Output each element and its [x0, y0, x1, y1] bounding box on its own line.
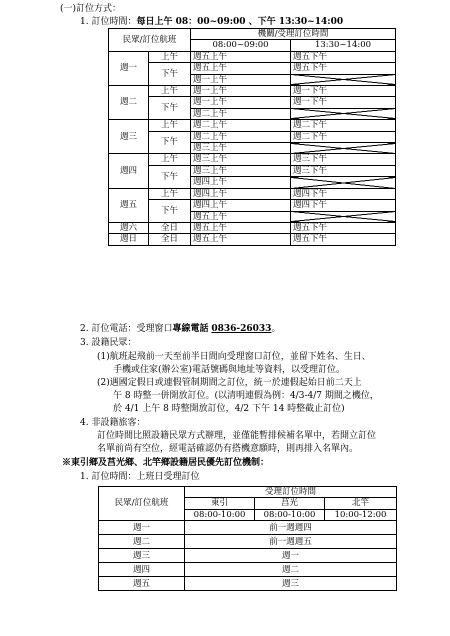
- am-slot: 週五上午: [191, 63, 291, 74]
- table-row: [109, 120, 396, 131]
- day-label: 週三: [99, 549, 185, 563]
- am-slot: 週二上午: [191, 131, 291, 142]
- day-label: 週一: [109, 51, 149, 85]
- am-slot: 週五上午: [191, 222, 291, 233]
- island-header: 莒光: [255, 498, 325, 509]
- closed-slot: [291, 108, 396, 119]
- day-label: 週四: [99, 563, 185, 577]
- am-slot: 週三上午: [191, 154, 291, 165]
- table-row: [109, 234, 396, 245]
- nonresidents-title: 4. 非設籍旅客：: [80, 418, 146, 428]
- table-row: [99, 521, 397, 535]
- booking-schedule-table: [108, 28, 396, 246]
- table-row: [99, 577, 397, 591]
- special-item1: 1. 訂位時間：上班日受理訂位: [80, 472, 200, 482]
- booking-day: 前一週週四: [185, 521, 397, 535]
- closed-slot: [291, 177, 396, 188]
- island-time: 08:00-10:00: [185, 509, 255, 520]
- booking-time-value: 每日上午 08：00~09:00 、下午 13:30~14:00: [136, 17, 344, 27]
- pm-slot: 週四下午: [291, 188, 396, 199]
- table-row: [109, 86, 396, 97]
- am-slot: 週四上午: [191, 188, 291, 199]
- day-label: 週六: [109, 222, 149, 233]
- period-label: 上午: [149, 154, 191, 165]
- day-label: 週五: [99, 577, 185, 591]
- period-label: 上午: [149, 86, 191, 97]
- closed-slot: [291, 211, 396, 222]
- residents-p2b: 午 8 時整一併開放訂位。(以清明連假為例：4/3-4/7 期間之機位，: [113, 391, 379, 401]
- booking-day: 前一週週五: [185, 535, 397, 549]
- day-label: 週二: [109, 86, 149, 120]
- day-label: 週四: [109, 154, 149, 188]
- table-row: [99, 549, 397, 563]
- table-row: [109, 188, 396, 199]
- am-slot: 週二上午: [191, 120, 291, 131]
- residents-p1b: 手機或住家(辦公室)電話號碼與地址等資料，以受理訂位。: [113, 365, 346, 375]
- island-time: 10:00-12:00: [325, 509, 397, 520]
- pm-slot: 週一下午: [291, 86, 396, 97]
- period-label: 全日: [149, 234, 191, 245]
- header-group: 受理訂位時間: [185, 487, 397, 498]
- closed-slot: [291, 143, 396, 154]
- phone-line: [80, 324, 280, 335]
- header-pm: 13:30~14:00: [291, 40, 396, 51]
- island-header: 北竿: [325, 498, 397, 509]
- pm-slot: 週四下午: [291, 200, 396, 211]
- day-label: 週一: [99, 521, 185, 535]
- day-label: 週五: [109, 188, 149, 222]
- closed-slot: [291, 74, 396, 85]
- period-label: 下午: [149, 131, 191, 154]
- am-slot: 週四上午: [191, 200, 291, 211]
- header-left: 民眾/訂位航班: [109, 29, 191, 52]
- special-heading: ※東引鄉及莒光鄉、北竿鄉設籍居民優先訂位機制：: [62, 458, 270, 468]
- am-slot: 週五上午: [191, 51, 291, 62]
- day-label: 週日: [109, 234, 149, 245]
- phone-prefix: 2. 訂位電話：受理窗口: [80, 324, 173, 334]
- table-row: [99, 563, 397, 577]
- booking-day: 週一: [185, 549, 397, 563]
- period-label: 上午: [149, 120, 191, 131]
- day-label: 週三: [109, 120, 149, 154]
- am-slot: 週一上午: [191, 86, 291, 97]
- am-slot: 週三上午: [191, 143, 291, 154]
- am-slot: 週一上午: [191, 97, 291, 108]
- table-row: [109, 51, 396, 62]
- table-row: [109, 97, 396, 108]
- period-label: 上午: [149, 188, 191, 199]
- am-slot: 週三上午: [191, 165, 291, 176]
- residents-p2c: 於 4/1 上午 8 時整開放訂位，4/2 下午 14 時整截止訂位): [113, 404, 345, 414]
- period-label: 全日: [149, 222, 191, 233]
- pm-slot: 週二下午: [291, 120, 396, 131]
- period-label: 上午: [149, 51, 191, 62]
- table-row: [109, 165, 396, 176]
- period-label: 下午: [149, 200, 191, 223]
- table-row: [109, 222, 396, 233]
- pm-slot: 週五下午: [291, 234, 396, 245]
- header-left: 民眾/訂位航班: [99, 487, 185, 521]
- table-row: [99, 535, 397, 549]
- am-slot: 週一上午: [191, 74, 291, 85]
- period-label: 下午: [149, 63, 191, 86]
- island-time: 08:00-10:00: [255, 509, 325, 520]
- table-row: [109, 154, 396, 165]
- nonresidents-p1: 訂位時間比照設籍民眾方式辦理，並僅能暫排候補名單中，若開立訂位: [97, 431, 377, 441]
- pm-slot: 週二下午: [291, 131, 396, 142]
- period-label: 下午: [149, 165, 191, 188]
- residents-p2a: (2)遇國定假日或連假管制期間之訂位，統一於連假起始日前二天上: [97, 378, 362, 388]
- am-slot: 週二上午: [191, 108, 291, 119]
- table-row: [109, 200, 396, 211]
- booking-day: 週三: [185, 577, 397, 591]
- table-row: [109, 63, 396, 74]
- day-label: 週二: [99, 535, 185, 549]
- priority-booking-table: [98, 486, 397, 591]
- booking-time-line: [80, 17, 343, 28]
- period-label: 下午: [149, 97, 191, 120]
- header-am: 08:00~09:00: [191, 40, 291, 51]
- booking-day: 週二: [185, 563, 397, 577]
- pm-slot: 週五下午: [291, 63, 396, 74]
- booking-time-prefix: 1. 訂位時間：: [80, 17, 137, 27]
- phone-label: 專線電話: [172, 324, 209, 334]
- pm-slot: 週一下午: [291, 97, 396, 108]
- island-header: 東引: [185, 498, 255, 509]
- header-group: 機關/受理訂位時間: [191, 29, 396, 40]
- am-slot: 週四上午: [191, 177, 291, 188]
- table-row: [109, 131, 396, 142]
- pm-slot: 週三下午: [291, 165, 396, 176]
- pm-slot: 週三下午: [291, 154, 396, 165]
- am-slot: 週五上午: [191, 234, 291, 245]
- residents-p1a: (1)航班起飛前一天至前半日間向受理窗口訂位，並留下姓名、生日、: [97, 352, 371, 362]
- pm-slot: 週五下午: [291, 51, 396, 62]
- pm-slot: 週五下午: [291, 222, 396, 233]
- am-slot: 週五上午: [191, 211, 291, 222]
- nonresidents-p2: 名單前尚有空位，經電話確認仍有搭機意願時，則再排入名單內。: [97, 444, 359, 454]
- phone-number[interactable]: 0836-26033: [211, 324, 272, 334]
- residents-title: 3. 設籍民眾：: [80, 338, 137, 348]
- section-heading: (一)訂位方式：: [60, 4, 122, 14]
- phone-suffix: 。: [271, 324, 281, 334]
